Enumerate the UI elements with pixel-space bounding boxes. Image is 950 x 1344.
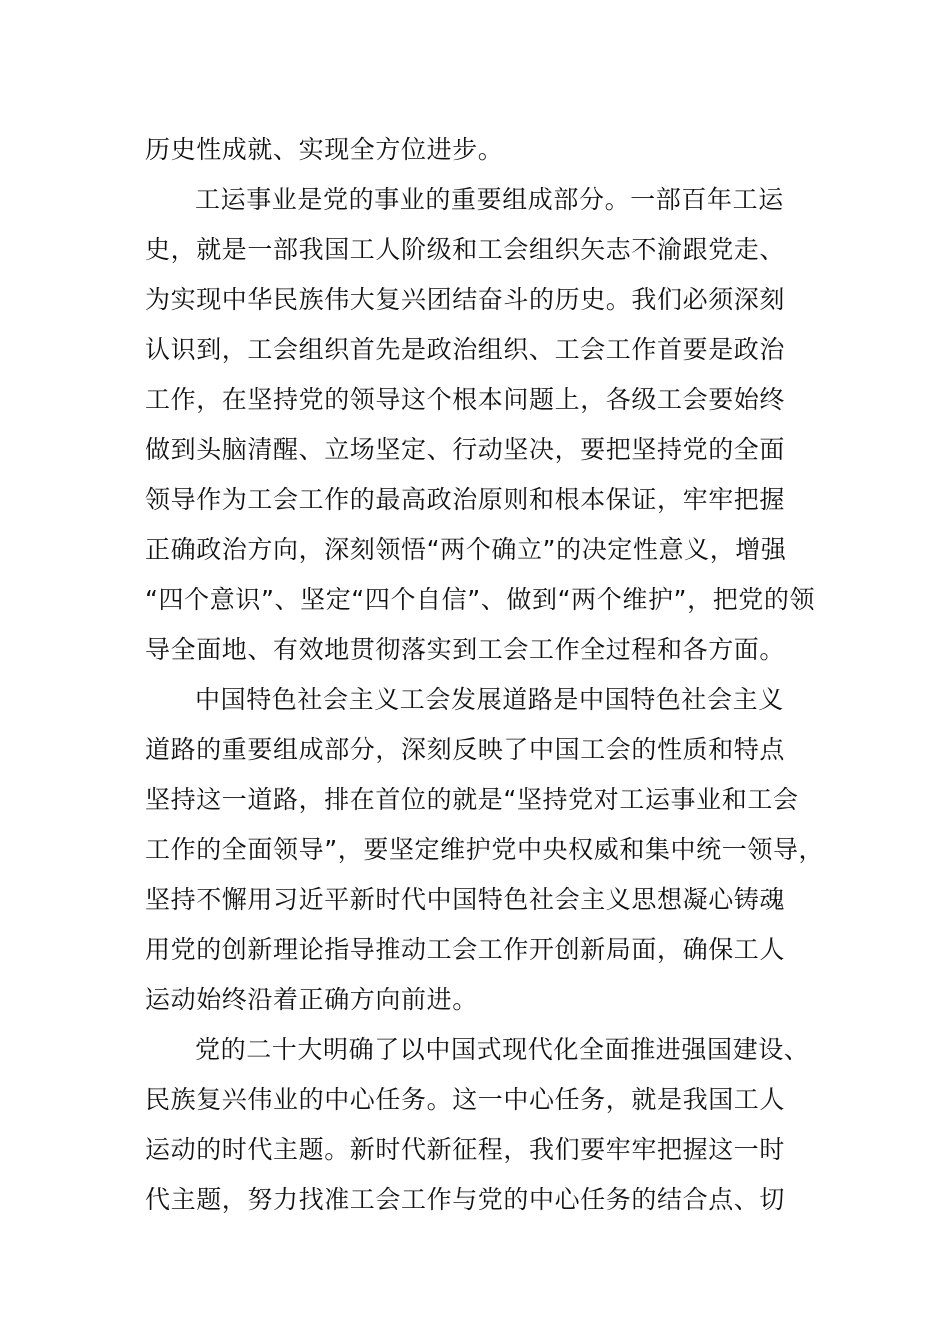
text-line: 坚持这一道路，排在首位的就是“坚持党对工运事业和工会 — [145, 785, 799, 814]
text-line: 道路的重要组成部分，深刻反映了中国工会的性质和特点 — [145, 735, 786, 764]
text-line: 导全面地、有效地贯彻落实到工会工作全过程和各方面。 — [145, 635, 786, 664]
text-line: “四个意识”、坚定“四个自信”、做到“两个维护”，把党的领 — [145, 585, 816, 614]
text-line: 运动始终沿着正确方向前进。 — [145, 985, 478, 1014]
text-line: 领导作为工会工作的最高政治原则和根本保证，牢牢把握 — [145, 485, 786, 514]
text-line: 史，就是一部我国工人阶级和工会组织矢志不渝跟党走、 — [145, 235, 786, 264]
paragraph-first-line: 党的二十大明确了以中国式现代化全面推进强国建设、 — [195, 1035, 810, 1064]
text-line: 历史性成就、实现全方位进步。 — [145, 135, 504, 164]
text-line: 坚持不懈用习近平新时代中国特色社会主义思想凝心铸魂 — [145, 885, 786, 914]
paragraph-first-line: 工运事业是党的事业的重要组成部分。一部百年工运 — [195, 185, 784, 214]
text-line: 运动的时代主题。新时代新征程，我们要牢牢把握这一时 — [145, 1135, 786, 1164]
paragraph-first-line: 中国特色社会主义工会发展道路是中国特色社会主义 — [195, 685, 784, 714]
text-line: 代主题，努力找准工会工作与党的中心任务的结合点、切 — [145, 1185, 786, 1214]
text-line: 工作的全面领导”，要坚定维护党中央权威和集中统一领导， — [145, 835, 825, 864]
text-line: 工作，在坚持党的领导这个根本问题上，各级工会要始终 — [145, 385, 786, 414]
text-line: 做到头脑清醒、立场坚定、行动坚决，要把坚持党的全面 — [145, 435, 786, 464]
text-line: 民族复兴伟业的中心任务。这一中心任务，就是我国工人 — [145, 1085, 786, 1114]
text-line: 认识到，工会组织首先是政治组织、工会工作首要是政治 — [145, 335, 786, 364]
text-line: 为实现中华民族伟大复兴团结奋斗的历史。我们必须深刻 — [145, 285, 786, 314]
text-line: 正确政治方向，深刻领悟“两个确立”的决定性意义，增强 — [145, 535, 787, 564]
text-line: 用党的创新理论指导推动工会工作开创新局面，确保工人 — [145, 935, 786, 964]
